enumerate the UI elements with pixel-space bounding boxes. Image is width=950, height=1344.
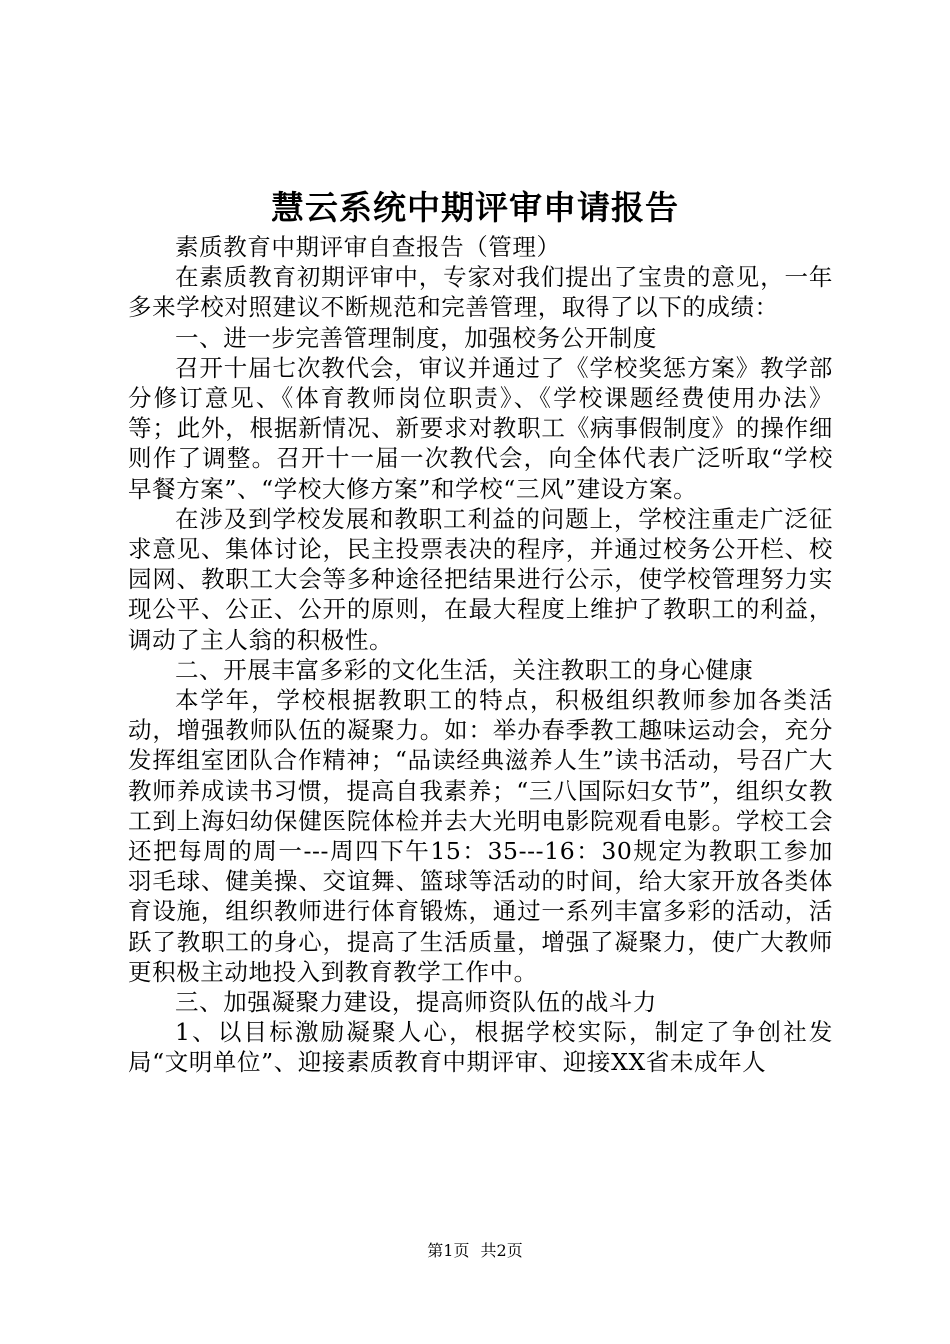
section-heading-2: 二、开展丰富多彩的文化生活，关注教职工的身心健康 <box>175 655 754 684</box>
paragraph: 1、以目标激励凝聚人心，根据学校实际，制定了争创社发局“文明单位”、迎接素质教育中期评审、迎接XX省未成年人 <box>128 1018 833 1077</box>
page-number: 第1页 <box>427 1241 470 1260</box>
paragraph-subtitle: 素质教育中期评审自查报告（管理） <box>175 233 561 261</box>
page-total: 共2页 <box>480 1241 523 1260</box>
document-body <box>128 232 833 1078</box>
section-heading-3: 三、加强凝聚力建设，提高师资队伍的战斗力 <box>175 988 657 1017</box>
section-heading-1: 一、进一步完善管理制度，加强校务公开制度 <box>175 323 657 352</box>
document-title: 慧云系统中期评审申请报告 <box>271 188 679 227</box>
paragraph-intro: 在素质教育初期评审中，专家对我们提出了宝贵的意见，一年多来学校对照建议不断规范和完善管理，取得了以下的成绩： <box>128 263 833 322</box>
page-footer <box>0 1240 950 1262</box>
paragraph: 本学年，学校根据教职工的特点，积极组织教师参加各类活动，增强教师队伍的凝聚力。如：举办春季教工趣味运动会，充分发挥组室团队合作精神；“品读经典滋养人生”读书活动，号召广大教师养成读书习惯，提高自我素养；“三八国际妇女节”，组织女教工到上海妇幼保健医院体检并去大光明电影院观看电影。学校工会还把每周的周一---周四下午15：35---16：30规定为教职工参加羽毛球、健美操、交谊舞、篮球等活动的时间，给大家开放各类体育设施，组织教师进行体育锻炼，通过一系列丰富多彩的活动，活跃了教职工的身心，提高了生活质量，增强了凝聚力，使广大教师更积极主动地投入到教育教学工作中。 <box>128 686 833 986</box>
paragraph: 在涉及到学校发展和教职工利益的问题上，学校注重走广泛征求意见、集体讨论，民主投票表决的程序，并通过校务公开栏、校园网、教职工大会等多种途径把结果进行公示，使学校管理努力实现公平、公正、公开的原则，在最大程度上维护了教职工的利益，调动了主人翁的积极性。 <box>128 504 833 654</box>
paragraph: 召开十届七次教代会，审议并通过了《学校奖惩方案》教学部分修订意见、《体育教师岗位职责》、《学校课题经费使用办法》等；此外，根据新情况、新要求对教职工《病事假制度》的操作细则作了调整。召开十一届一次教代会，向全体代表广泛听取“学校早餐方案”、“学校大修方案”和学校“三风”建设方案。 <box>128 353 833 503</box>
